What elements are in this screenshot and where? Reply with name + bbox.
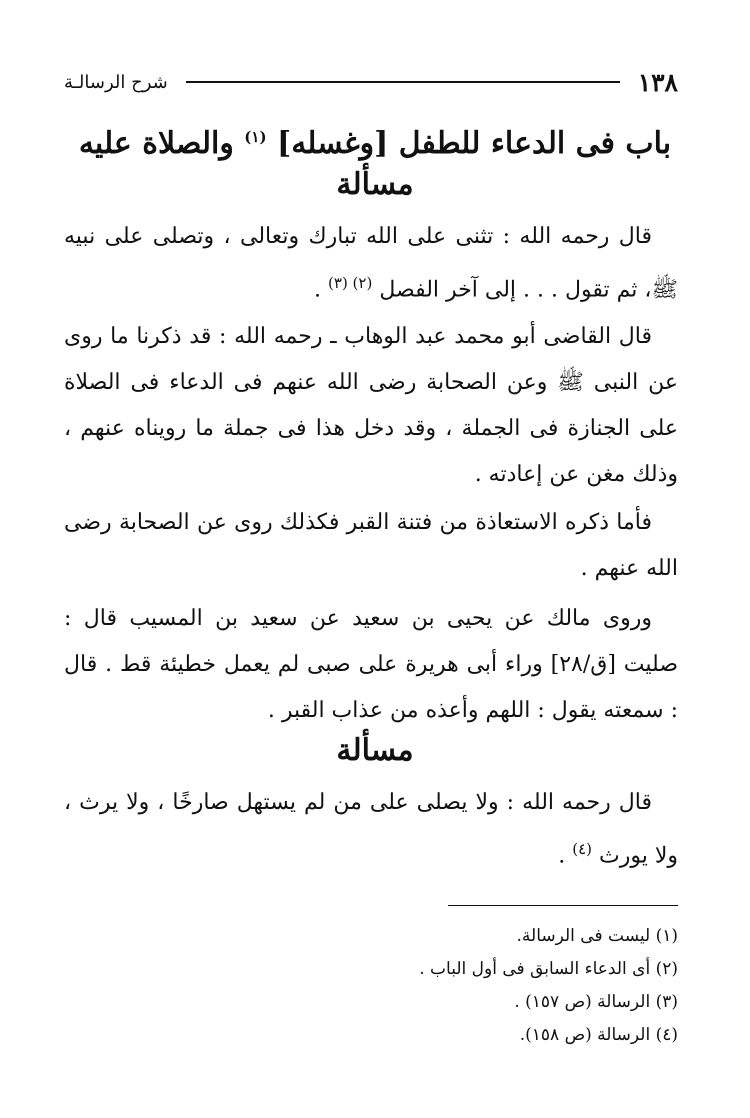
running-header: [64, 64, 678, 100]
page-number: ١٣٨: [637, 67, 678, 97]
footnotes: [64, 920, 678, 1052]
paragraph-5-end: .: [558, 843, 573, 869]
paragraph-1: [64, 214, 678, 313]
footnote-4: (٤) الرسالة (ص ١٥٨).: [519, 1025, 678, 1045]
footnote-1: (١) ليست فى الرسالة.: [516, 926, 678, 946]
section-heading-masala-2: مسألة: [336, 733, 414, 768]
paragraph-5: [64, 780, 678, 879]
paragraph-4: [64, 596, 678, 734]
footnote-ref-1: (١): [244, 128, 267, 146]
footnote-ref-2-3: (٢) (٣): [328, 274, 373, 292]
chapter-title-main: باب فى الدعاء للطفل [وغسله]: [277, 126, 672, 161]
paragraph-5-text: قال رحمه الله : ولا يصلى على من لم يستهل صارخًا ، ولا يرث ، ولا يورث: [64, 790, 678, 869]
paragraph-3: [64, 500, 678, 592]
paragraph-1-text: قال رحمه الله : تثنى على الله تبارك وتعالى ، وتصلى على نبيه ﷺ، ثم تقول . . . إلى آخر الفصل: [64, 224, 678, 303]
paragraph-2: [64, 314, 678, 498]
header-rule: [186, 81, 620, 83]
footnote-separator: [448, 905, 678, 906]
chapter-title-end: والصلاة عليه: [78, 126, 234, 161]
footnote-2: (٢) أى الدعاء السابق فى أول الباب .: [419, 959, 678, 979]
paragraph-1-end: .: [314, 277, 329, 303]
paragraph-3-text: فأما ذكره الاستعاذة من فتنة القبر فكذلك روى عن الصحابة رضى الله عنهم .: [64, 510, 678, 581]
paragraph-4-text: وروى مالك عن يحيى بن سعيد عن سعيد بن المسيب قال : صليت [ق/٢٨] وراء أبى هريرة على صبى لم يعمل خطيئة قط . قال : سمعته يقول : اللهم وأعذه من عذاب القبر .: [64, 606, 679, 723]
section-heading-masala-1: مسألة: [336, 167, 414, 202]
footnote-3: (٣) الرسالة (ص ١٥٧) .: [514, 992, 678, 1012]
running-book-title: شرح الرسالـة: [64, 71, 168, 93]
paragraph-2-text: قال القاضى أبو محمد عبد الوهاب ـ رحمه الله : قد ذكرنا ما روى عن النبى ﷺ وعن الصحابة رضى الله عنهم فى الدعاء فى الصلاة على الجنازة فى الجملة ، وقد دخل هذا فى جملة ما رويناه عنهم ، وذلك مغن عن إعادته .: [64, 324, 678, 487]
footnote-ref-4: (٤): [572, 840, 592, 858]
chapter-title: [60, 112, 690, 169]
